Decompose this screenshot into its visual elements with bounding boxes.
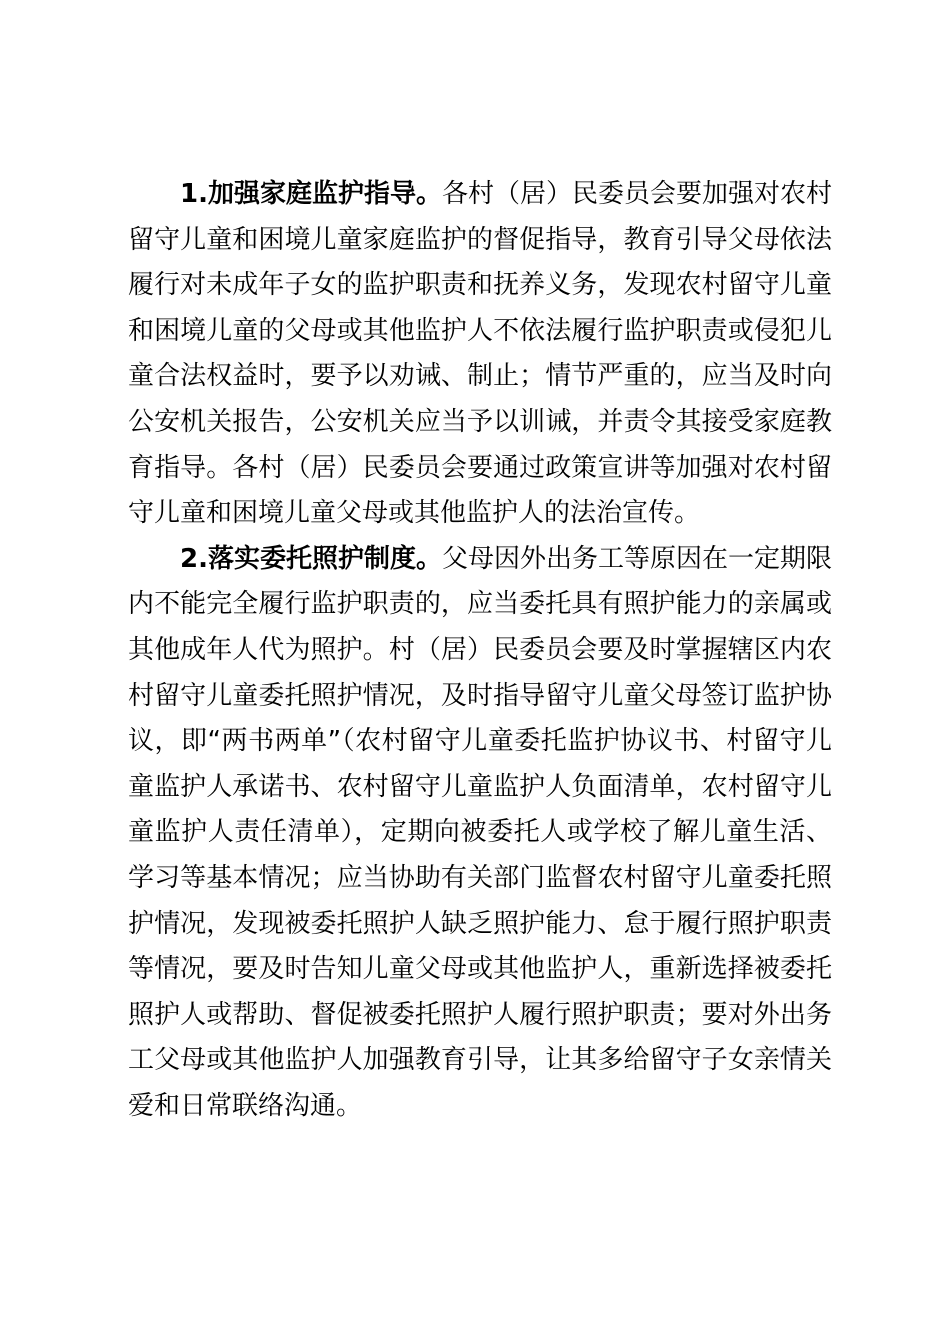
paragraph-line: 育指导。各村（居）民委员会要通过政策宣讲等加强对农村留: [128, 452, 832, 483]
paragraph-heading: 1.加强家庭监护指导。: [180, 179, 442, 209]
paragraph-line: 留守儿童和困境儿童家庭监护的督促指导，教育引导父母依法: [128, 224, 832, 255]
paragraph-line: 工父母或其他监护人加强教育引导，让其多给留守子女亲情关: [128, 1045, 832, 1076]
paragraph-text: 父母因外出务工等原因在一定期限: [441, 543, 832, 574]
paragraph-line: 照护人或帮助、督促被委托照护人履行照护职责；要对外出务: [128, 999, 832, 1030]
paragraph-line: 童合法权益时，要予以劝诫、制止；情节严重的，应当及时向: [128, 361, 832, 392]
document-body: [128, 172, 832, 1129]
paragraph-line: [128, 537, 832, 583]
paragraph-line: 履行对未成年子女的监护职责和抚养义务，发现农村留守儿童: [128, 270, 832, 301]
paragraph-line: 公安机关报告，公安机关应当予以训诫，并责令其接受家庭教: [128, 406, 832, 437]
paragraph-line: 学习等基本情况；应当协助有关部门监督农村留守儿童委托照: [128, 862, 832, 893]
paragraph-line: 其他成年人代为照护。村（居）民委员会要及时掌握辖区内农: [128, 634, 832, 665]
paragraph-line: 和困境儿童的父母或其他监护人不依法履行监护职责或侵犯儿: [128, 315, 832, 346]
paragraph-line: 等情况，要及时告知儿童父母或其他监护人，重新选择被委托: [128, 954, 832, 985]
paragraph-text: 各村（居）民委员会要加强对农村: [441, 179, 832, 209]
paragraph-1: [128, 172, 832, 537]
paragraph-line: 童监护人责任清单），定期向被委托人或学校了解儿童生活、: [128, 817, 832, 848]
paragraph-2: [128, 537, 832, 1130]
paragraph-line: 内不能完全履行监护职责的，应当委托具有照护能力的亲属或: [128, 589, 832, 620]
paragraph-line: 爱和日常联络沟通。: [128, 1090, 363, 1121]
paragraph-line: 村留守儿童委托照护情况，及时指导留守儿童父母签订监护协: [128, 680, 832, 711]
paragraph-line: 议，即“两书两单”（农村留守儿童委托监护协议书、村留守儿: [128, 726, 832, 757]
paragraph-line: [128, 172, 832, 218]
paragraph-heading: 2.落实委托照护制度。: [180, 543, 442, 574]
paragraph-line: 护情况，发现被委托照护人缺乏照护能力、怠于履行照护职责: [128, 908, 832, 939]
paragraph-line: 童监护人承诺书、农村留守儿童监护人负面清单，农村留守儿: [128, 771, 832, 802]
paragraph-line: 守儿童和困境儿童父母或其他监护人的法治宣传。: [128, 498, 701, 529]
